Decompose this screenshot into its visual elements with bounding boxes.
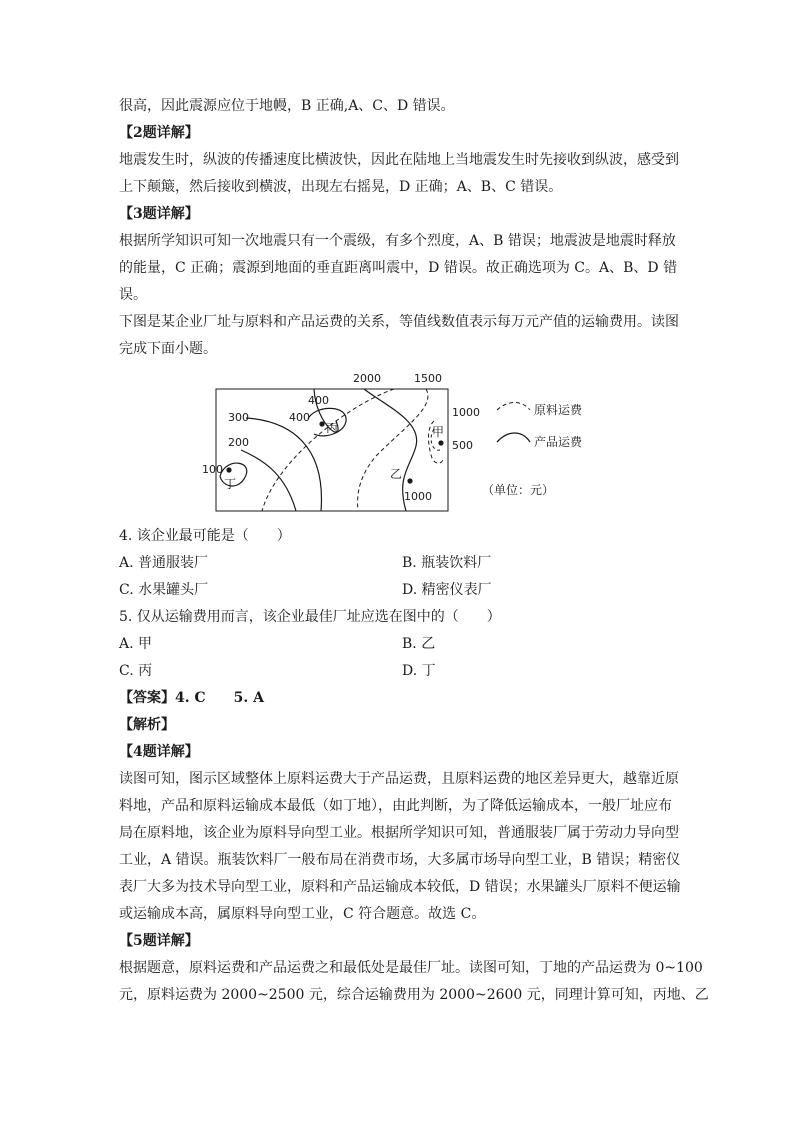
text-line: 的能量，C 正确；震源到地面的垂直距离叫震中，D 错误。故正确选项为 C。A、B、D 错: [119, 260, 678, 276]
section-heading: 【4题详解】: [119, 744, 199, 760]
section-heading: 【5题详解】: [119, 933, 199, 949]
text-line: 很高，因此震源应位于地幔，B 正确,A、C、D 错误。: [119, 98, 455, 114]
question-4: 4. 该企业最可能是（ ）: [119, 528, 291, 544]
label-jia: 甲: [432, 425, 445, 439]
text-line: 或运输成本高，属原料导向型工业，C 符合题意。故选 C。: [119, 906, 486, 922]
section-heading: 【2题详解】: [119, 125, 199, 141]
q4-option-a: A. 普通服装厂: [119, 555, 209, 571]
label-1500: 1500: [414, 372, 442, 385]
legend-product-label: 产品运费: [534, 435, 583, 449]
legend-raw-label: 原料运费: [534, 403, 583, 417]
product-isoline-200: [241, 450, 296, 511]
product-isoline-300: [246, 418, 321, 511]
text-line: 上下颠簸，然后接收到横波，出现左右摇晃，D 正确；A、B、C 错误。: [119, 179, 563, 195]
q4-option-d: D. 精密仪表厂: [402, 582, 492, 598]
analysis-heading: 【解析】: [119, 717, 175, 733]
text-line: 局在原料地，该企业为原料导向型工业。根据所学知识可知，普通服装厂属于劳动力导向型: [119, 825, 679, 841]
label-bing: 丙: [326, 421, 339, 435]
site-ding-dot: [226, 467, 231, 472]
q5-option-d: D. 丁: [402, 663, 436, 679]
q4-option-b: B. 瓶装饮料厂: [402, 555, 492, 571]
label-300: 300: [228, 411, 249, 424]
q5-option-c: C. 丙: [119, 663, 153, 679]
site-bing-dot: [319, 421, 324, 426]
label-ding: 丁: [224, 477, 237, 491]
unit-label: （单位：元）: [482, 483, 555, 497]
label-500: 500: [452, 439, 473, 452]
section-heading: 【3题详解】: [119, 206, 199, 222]
text-line: 地震发生时，纵波的传播速度比横波快，因此在陆地上当地震发生时先接收到纵波，感受到: [119, 152, 679, 168]
text-line: 误。: [119, 287, 147, 303]
answer-line: 【答案】4. C 5. A: [119, 690, 264, 706]
q4-option-c: C. 水果罐头厂: [119, 582, 209, 598]
label-400-top: 400: [308, 394, 329, 407]
legend-dashed-line: [497, 403, 530, 411]
label-400-left: 400: [289, 411, 310, 424]
q5-option-a: A. 甲: [119, 636, 153, 652]
text-line: 表厂大多为技术导向型工业，原料和产品运输成本较低，D 错误；水果罐头厂原料不便运输: [119, 879, 681, 895]
label-200: 200: [228, 436, 249, 449]
q5-option-b: B. 乙: [402, 636, 436, 652]
text-line: 读图可知，图示区域整体上原料运费大于产品运费，且原料运费的地区差异更大，越靠近原: [119, 771, 679, 787]
text-line: 完成下面小题。: [119, 341, 217, 357]
site-yi-dot: [407, 478, 412, 483]
text-line: 根据题意，原料运费和产品运费之和最低处是最佳厂址。读图可知，丁地的产品运费为 0~100: [119, 960, 703, 976]
label-1000-right: 1000: [452, 406, 480, 419]
isoline-figure: [196, 366, 596, 516]
question-5: 5. 仅从运输费用而言，该企业最佳厂址应选在图中的（ ）: [119, 609, 501, 625]
label-100: 100: [202, 463, 223, 476]
text-line: 根据所学知识可知一次地震只有一个震级，有多个烈度，A、B 错误；地震波是地震时释放: [119, 233, 676, 249]
text-line: 元，原料运费为 2000~2500 元，综合运输费用为 2000~2600 元，同理计算可知，丙地、乙: [119, 987, 709, 1003]
raw-isoline-2000: [262, 389, 394, 511]
text-line: 工业，A 错误。瓶装饮料厂一般布局在消费市场，大多属市场导向型工业，B 错误；精密仪: [119, 852, 681, 868]
text-line: 下图是某企业厂址与原料和产品运费的关系，等值线数值表示每万元产值的运输费用。读图: [119, 314, 679, 330]
label-2000: 2000: [353, 372, 381, 385]
label-1000-bottom: 1000: [404, 490, 432, 503]
text-line: 料地，产品和原料运输成本最低（如丁地），由此判断，为了降低运输成本，一般厂址应布: [119, 798, 672, 814]
legend-solid-line: [497, 433, 530, 442]
site-jia-dot: [438, 440, 443, 445]
label-yi: 乙: [390, 467, 403, 481]
